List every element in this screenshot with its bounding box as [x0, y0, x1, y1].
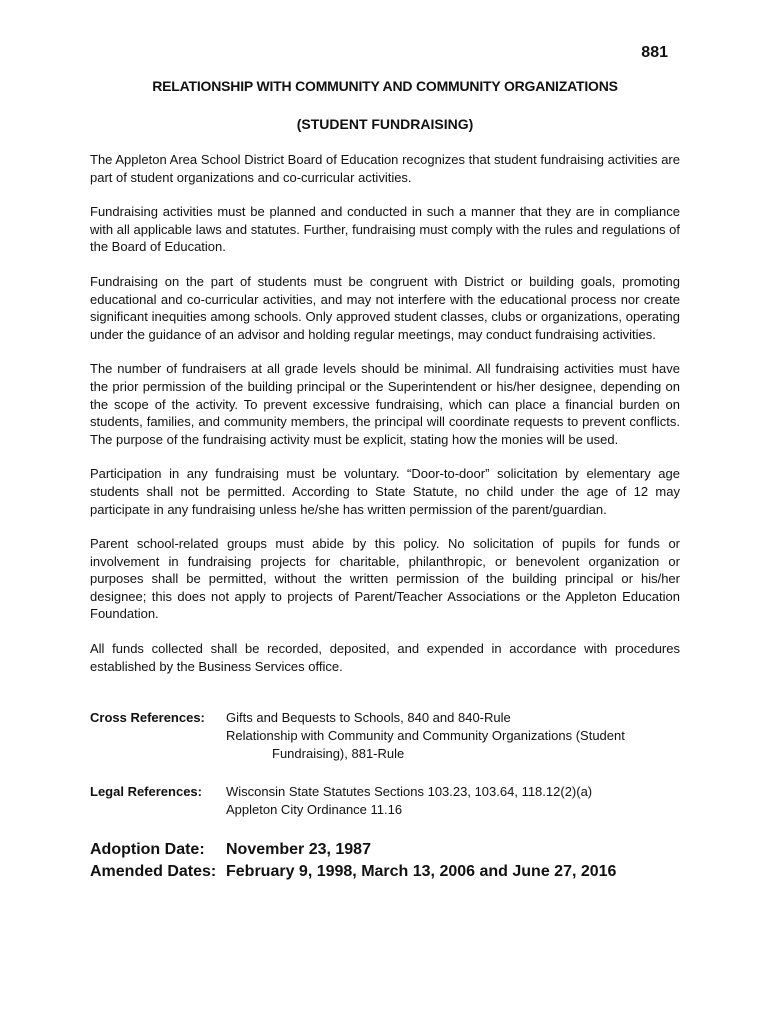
paragraph-participation: Participation in any fundraising must be voluntary. “Door-to-door” solicitation by elementary age students shall not be permitted. According to State Statute, no child under the age of 12 may participate in any fundraising unless he/she has written permission of the parent/guardian. — [90, 466, 680, 517]
amended-dates-row — [90, 861, 680, 883]
document-subtitle: (STUDENT FUNDRAISING) — [296, 116, 474, 132]
policy-document — [90, 44, 680, 883]
paragraph-number-of-fundraisers: The number of fundraisers at all grade levels should be minimal. All fundraising activities must have the prior permission of the building principal or the Superintendent or his/her designee, depending on the scope of the activity. To prevent excessive fundraising, which can place a financial burden on students, families, and community members, the principal will coordinate requests to prevent conflicts. The purpose of the fundraising activity must be explicit, stating how the monies will be used. — [90, 361, 680, 447]
paragraph-funds: All funds collected shall be recorded, deposited, and expended in accordance with procedures established by the Business Services office. — [90, 641, 680, 674]
cross-reference-line: Fundraising), 881-Rule — [272, 746, 405, 762]
paragraph-parent-groups: Parent school-related groups must abide by this policy. No solicitation of pupils for funds or involvement in fundraising projects for charitable, philanthropic, or benevolent organization or purposes shall be permitted, without the written permission of the building principal or his/her designee; this does not apply to projects of Parent/Teacher Associations or the Appleton Education Foundation. — [90, 536, 680, 622]
cross-references-list — [226, 709, 680, 763]
adoption-date-value: November 23, 1987 — [226, 841, 371, 859]
legal-references-label: Legal References: — [90, 784, 202, 800]
cross-references-label: Cross References: — [90, 710, 205, 726]
legal-references — [90, 783, 680, 819]
paragraph-intro: The Appleton Area School District Board of Education recognizes that student fundraising activities are part of student organizations and co-curricular activities. — [90, 152, 680, 185]
paragraph-goals: Fundraising on the part of students must be congruent with District or building goals, promoting educational and co-curricular activities, and may not interfere with the educational process nor create significant inequities among schools. Only approved student classes, clubs or organizations, operating under the guidance of an advisor and holding regular meetings, may conduct fundraising activities. — [90, 273, 680, 342]
legal-reference-line: Wisconsin State Statutes Sections 103.23, 103.64, 118.12(2)(a) — [226, 784, 593, 800]
legal-references-list — [226, 783, 680, 819]
cross-reference-line: Gifts and Bequests to Schools, 840 and 840-Rule — [226, 710, 511, 726]
policy-number: 881 — [641, 44, 668, 61]
dates-section — [90, 839, 680, 883]
paragraph-compliance: Fundraising activities must be planned and conducted in such a manner that they are in compliance with all applicable laws and statutes. Further, fundraising must comply with the rules and regulations of the Board of Education. — [90, 204, 680, 255]
amended-dates-value: February 9, 1998, March 13, 2006 and June 27, 2016 — [226, 863, 617, 881]
cross-reference-line: Relationship with Community and Community Organizations (Student — [226, 728, 625, 744]
amended-dates-label: Amended Dates: — [90, 863, 217, 881]
adoption-date-label: Adoption Date: — [90, 841, 205, 859]
legal-reference-line: Appleton City Ordinance 11.16 — [226, 802, 403, 818]
references-section — [90, 709, 680, 819]
adoption-date-row — [90, 839, 680, 861]
cross-references — [90, 709, 680, 763]
document-title: RELATIONSHIP WITH COMMUNITY AND COMMUNITY ORGANIZATIONS — [152, 78, 618, 94]
